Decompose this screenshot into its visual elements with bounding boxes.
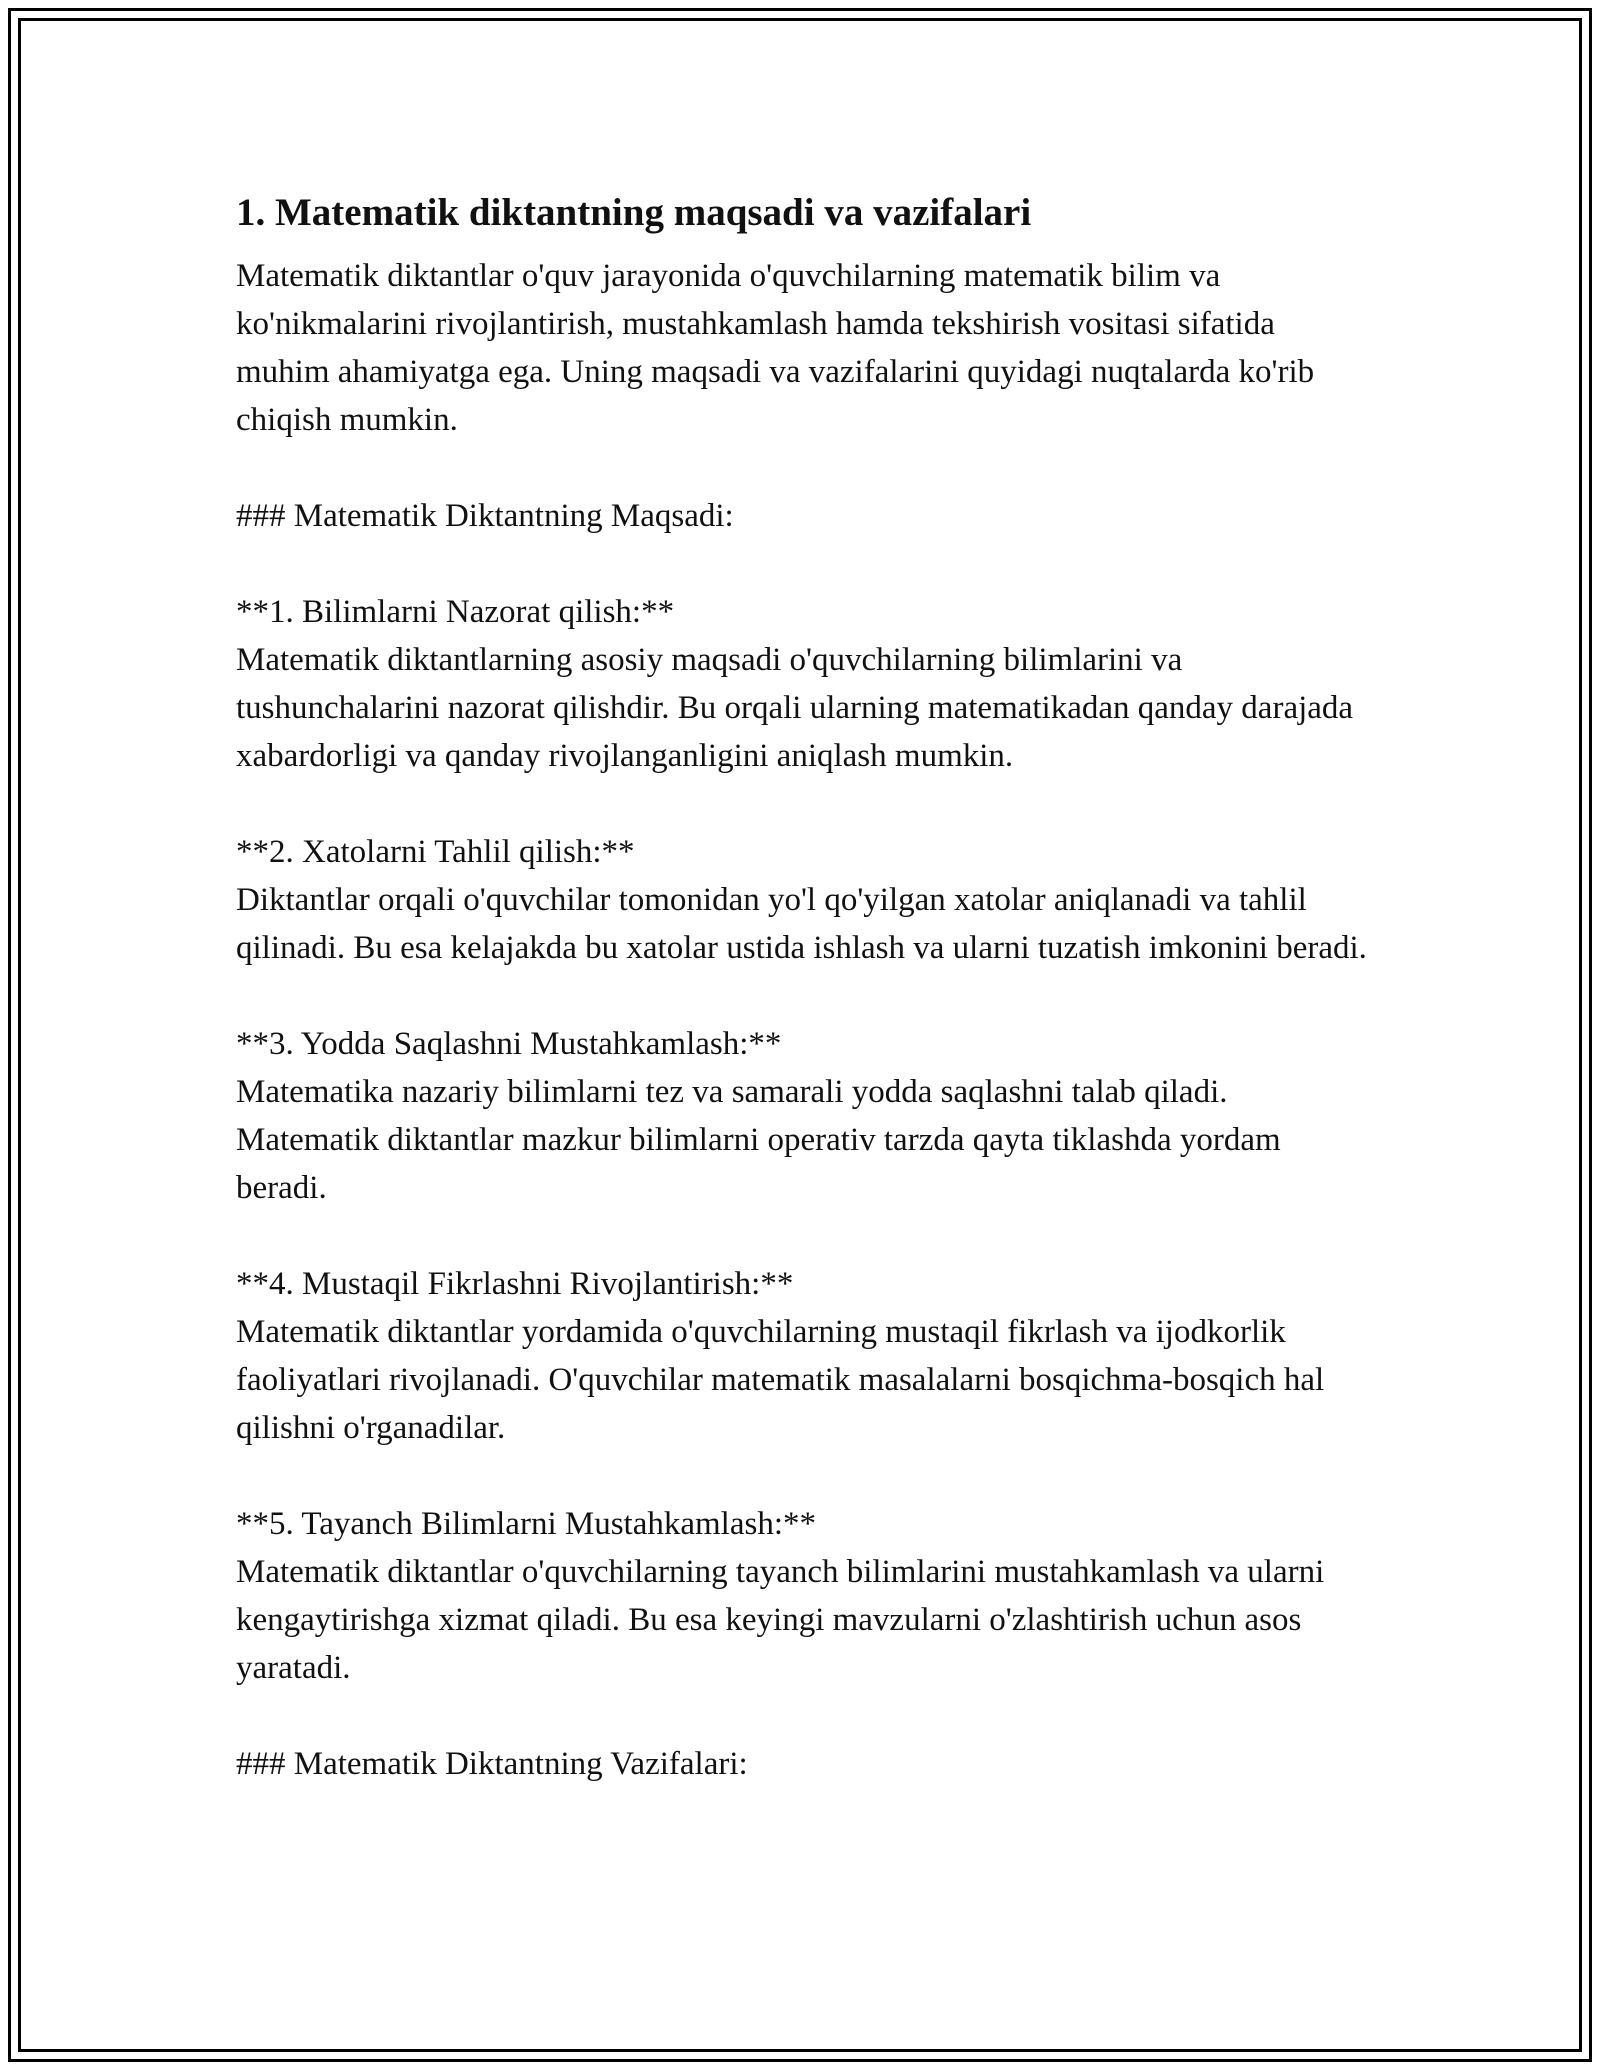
list-item <box>236 588 1376 780</box>
spacer <box>236 1692 1376 1740</box>
item-body: Matematik diktantlar yordamida o'quvchilarning mustaqil fikrlash va ijodkorlik faoliyatlari rivojlanadi. O'quvchilar matematik masalalarni bosqichma-bosqich hal qilishni o'rganadilar. <box>236 1314 1325 1446</box>
list-item <box>236 828 1376 972</box>
list-item <box>236 1020 1376 1212</box>
document-content <box>236 186 1376 1788</box>
spacer <box>236 780 1376 828</box>
item-body: Matematika nazariy bilimlarni tez va samarali yodda saqlashni talab qiladi. Matematik diktantlar mazkur bilimlarni operativ tarzda qayta tiklashda yordam beradi. <box>236 1074 1281 1206</box>
list-item <box>236 1500 1376 1692</box>
spacer <box>236 444 1376 492</box>
item-body: Matematik diktantlarning asosiy maqsadi o'quvchilarning bilimlarini va tushunchalarini nazorat qilishdir. Bu orqali ularning matematikadan qanday darajada xabardorligi va qanday rivojlanganligini aniqlash mumkin. <box>236 642 1354 774</box>
spacer <box>236 972 1376 1020</box>
item-body: Diktantlar orqali o'quvchilar tomonidan yo'l qo'yilgan xatolar aniqlanadi va tahlil qilinadi. Bu esa kelajakda bu xatolar ustida ishlash va ularni tuzatish imkonini beradi. <box>236 882 1367 966</box>
item-body: Matematik diktantlar o'quvchilarning tayanch bilimlarini mustahkamlash va ularni kengaytirishga xizmat qiladi. Bu esa keyingi mavzularni o'zlashtirish uchun asos yaratadi. <box>236 1554 1325 1686</box>
item-title: **4. Mustaqil Fikrlashni Rivojlantirish:** <box>236 1266 794 1302</box>
list-item <box>236 1260 1376 1452</box>
item-title: **5. Tayanch Bilimlarni Mustahkamlash:** <box>236 1506 816 1542</box>
intro-paragraph: Matematik diktantlar o'quv jarayonida o'quvchilarning matematik bilim va ko'nikmalarini rivojlantirish, mustahkamlash hamda tekshirish vositasi sifatida muhim ahamiyatga ega. Uning maqsadi va vazifalarini quyidagi nuqtalarda ko'rib chiqish mumkin. <box>236 258 1315 438</box>
item-title: **3. Yodda Saqlashni Mustahkamlash:** <box>236 1026 782 1062</box>
document-heading: 1. Matematik diktantning maqsadi va vazifalari <box>236 191 1032 234</box>
item-title: **2. Xatolarni Tahlil qilish:** <box>236 834 635 870</box>
spacer <box>236 540 1376 588</box>
item-title: **1. Bilimlarni Nazorat qilish:** <box>236 594 675 630</box>
section-title-vazifalari: ### Matematik Diktantning Vazifalari: <box>236 1746 748 1782</box>
spacer <box>236 1212 1376 1260</box>
spacer <box>236 1452 1376 1500</box>
section-title-maqsadi: ### Matematik Diktantning Maqsadi: <box>236 498 734 534</box>
